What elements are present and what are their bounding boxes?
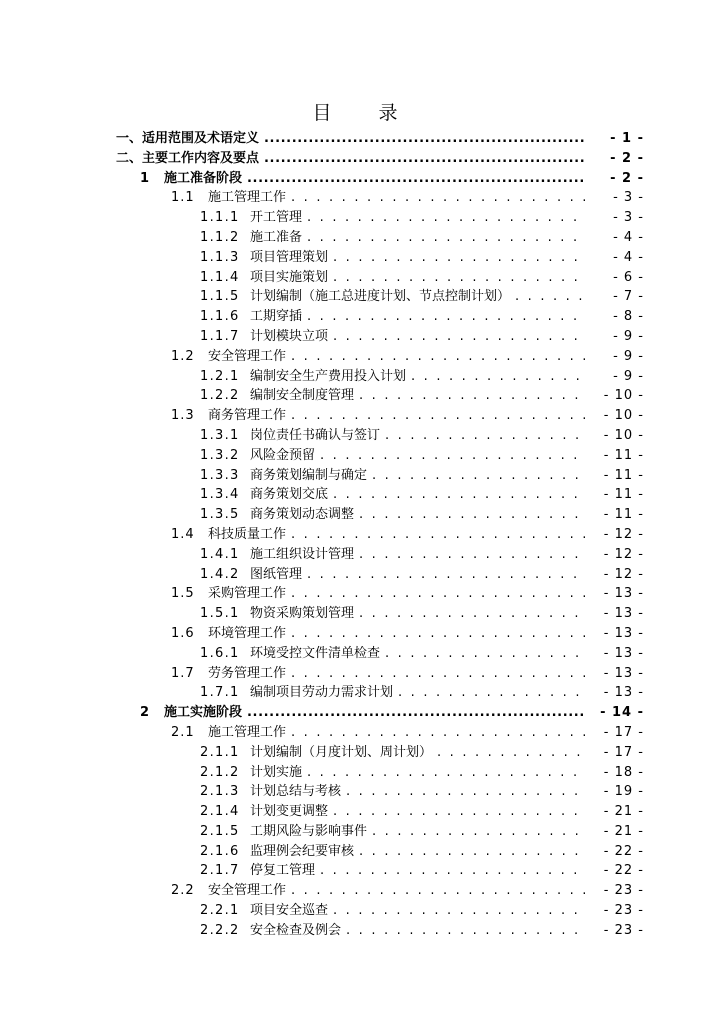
toc-dot-leader xyxy=(291,584,586,604)
toc-entry-title: 项目管理策划 xyxy=(250,249,329,265)
toc-dot-leader xyxy=(346,921,586,941)
toc-entry-page: - 12 - xyxy=(603,566,644,582)
toc-entry-number: 2 xyxy=(140,705,150,721)
toc-entry-page: - 1 - xyxy=(610,131,644,146)
toc-entry-page: - 11 - xyxy=(603,507,644,523)
toc-entry-title: 商务管理工作 xyxy=(208,408,287,424)
toc-entry-number: 1.3.3 xyxy=(200,467,240,483)
toc-entry[interactable] xyxy=(0,347,724,367)
toc-dot-leader xyxy=(437,743,586,763)
toc-dot-leader xyxy=(333,901,586,921)
toc-entry-title: 项目安全巡查 xyxy=(250,903,329,919)
toc-entry-title: 图纸管理 xyxy=(250,566,303,582)
toc-entry-title: 商务策划编制与确定 xyxy=(250,467,368,483)
toc-entry-title: 工期穿插 xyxy=(250,309,303,325)
toc-dot-leader xyxy=(333,268,586,288)
toc-entry-title: 计划总结与考核 xyxy=(250,784,342,800)
toc-entry-page: - 13 - xyxy=(603,625,644,641)
toc-entry-title: 劳务管理工作 xyxy=(208,665,287,681)
toc-entry-page: - 11 - xyxy=(603,487,644,503)
toc-entry-number: 2.1.7 xyxy=(200,863,240,879)
toc-dot-leader xyxy=(359,545,586,565)
toc-entry-title: 编制安全制度管理 xyxy=(250,388,355,404)
toc-entry-page: - 23 - xyxy=(603,883,644,899)
toc-entry-number: 2.2 xyxy=(171,883,195,899)
toc-entry-title: 计划实施 xyxy=(250,764,303,780)
toc-entry-number: 1.3.2 xyxy=(200,447,240,463)
toc-entry-number: 1.4.1 xyxy=(200,546,240,562)
toc-dot-leader xyxy=(264,149,586,169)
toc-dot-leader xyxy=(247,703,586,723)
toc-entry-number: 1.1.6 xyxy=(200,309,240,325)
toc-entry[interactable] xyxy=(0,525,724,545)
toc-entry[interactable] xyxy=(0,683,724,703)
toc-entry-title: 安全检查及例会 xyxy=(250,922,342,938)
toc-dot-leader xyxy=(320,861,586,881)
toc-dot-leader xyxy=(359,505,586,525)
toc-dot-leader xyxy=(398,683,586,703)
toc-entry-number: 1.1.7 xyxy=(200,328,240,344)
toc-entry-number: 1.4 xyxy=(171,526,195,542)
toc-entry[interactable] xyxy=(0,248,724,268)
toc-entry[interactable] xyxy=(0,406,724,426)
toc-dot-leader xyxy=(291,624,586,644)
toc-entry-title: 计划变更调整 xyxy=(250,804,329,820)
toc-dot-leader xyxy=(291,406,586,426)
toc-entry-title: 施工实施阶段 xyxy=(164,705,243,721)
toc-entry-title: 施工管理工作 xyxy=(208,190,287,206)
toc-entry[interactable] xyxy=(0,822,724,842)
toc-dot-leader xyxy=(307,228,586,248)
toc-entry-number: 1.1.2 xyxy=(200,229,240,245)
toc-entry-number: 1 xyxy=(140,170,150,186)
toc-entry-page: - 23 - xyxy=(603,903,644,919)
toc-entry[interactable] xyxy=(0,188,724,208)
toc-entry-page: - 9 - xyxy=(613,328,644,344)
toc-entry-title: 环境管理工作 xyxy=(208,625,287,641)
toc-entry-number: 2.1.5 xyxy=(200,823,240,839)
toc-entry-title: 编制项目劳动力需求计划 xyxy=(250,685,394,701)
toc-entry-title: 岗位责任书确认与签订 xyxy=(250,427,381,443)
toc-dot-leader xyxy=(307,208,586,228)
toc-entry-page: - 13 - xyxy=(603,645,644,661)
toc-entry-number: 2.2.1 xyxy=(200,903,240,919)
toc-entry-page: - 23 - xyxy=(603,922,644,938)
toc-entry-number: 1.3 xyxy=(171,408,195,424)
toc-entry-page: - 2 - xyxy=(610,170,644,186)
toc-entry-title: 工期风险与影响事件 xyxy=(250,823,368,839)
toc-entry[interactable] xyxy=(0,287,724,307)
toc-entry-page: - 4 - xyxy=(613,249,644,265)
toc-entry-page: - 10 - xyxy=(603,408,644,424)
toc-entry-number: 1.6.1 xyxy=(200,645,240,661)
toc-entry[interactable] xyxy=(0,129,724,149)
toc-entry-number: 1.5.1 xyxy=(200,606,240,622)
toc-dot-leader xyxy=(333,327,586,347)
toc-entry-page: - 9 - xyxy=(613,368,644,384)
toc-entry[interactable] xyxy=(0,842,724,862)
toc-dot-leader xyxy=(333,248,586,268)
toc-entry-number: 1.2.1 xyxy=(200,368,240,384)
toc-entry-number: 2.1.6 xyxy=(200,843,240,859)
toc-entry-page: - 18 - xyxy=(603,764,644,780)
toc-entry-title: 监理例会纪要审核 xyxy=(250,843,355,859)
toc-dot-leader xyxy=(291,347,586,367)
toc-entry-title: 施工准备 xyxy=(250,229,303,245)
toc-entry-title: 采购管理工作 xyxy=(208,586,287,602)
toc-dot-leader xyxy=(333,802,586,822)
toc-entry-title: 计划模块立项 xyxy=(250,328,329,344)
toc-entry-number: 1.3.5 xyxy=(200,507,240,523)
toc-entry-title: 计划编制（施工总进度计划、节点控制计划） xyxy=(250,289,511,305)
toc-entry[interactable] xyxy=(0,584,724,604)
toc-entry-number: 2.1.1 xyxy=(200,744,240,760)
toc-entry-number: 1.2 xyxy=(171,348,195,364)
toc-entry-number: 1.3.1 xyxy=(200,427,240,443)
toc-entry-title: 施工管理工作 xyxy=(208,724,287,740)
toc-entry[interactable] xyxy=(0,624,724,644)
toc-entry[interactable] xyxy=(0,149,724,169)
toc-entry-number: 2.1.2 xyxy=(200,764,240,780)
toc-entry-page: - 19 - xyxy=(603,784,644,800)
toc-entry[interactable] xyxy=(0,703,724,723)
toc-entry-title: 二、主要工作内容及要点 xyxy=(116,150,260,166)
toc-entry-page: - 10 - xyxy=(603,388,644,404)
toc-entry-title: 商务策划动态调整 xyxy=(250,507,355,523)
toc-dot-leader xyxy=(307,763,586,783)
page-title: 目 录 xyxy=(312,102,412,124)
toc-dot-leader xyxy=(346,782,586,802)
toc-entry-page: - 21 - xyxy=(603,823,644,839)
toc-entry-number: 2.1.3 xyxy=(200,784,240,800)
toc-dot-leader xyxy=(333,485,586,505)
toc-entry-title: 安全管理工作 xyxy=(208,348,287,364)
toc-entry[interactable] xyxy=(0,604,724,624)
toc-entry-number: 1.1.4 xyxy=(200,269,240,285)
toc-entry[interactable] xyxy=(0,466,724,486)
toc-entry[interactable] xyxy=(0,327,724,347)
toc-dot-leader xyxy=(411,367,586,387)
toc-entry-title: 安全管理工作 xyxy=(208,883,287,899)
toc-entry-number: 1.5 xyxy=(171,586,195,602)
toc-entry-page: - 22 - xyxy=(603,863,644,879)
toc-entry-title: 施工准备阶段 xyxy=(164,170,243,186)
toc-entry[interactable] xyxy=(0,426,724,446)
toc-entry-page: - 13 - xyxy=(603,665,644,681)
toc-dot-leader xyxy=(372,822,586,842)
toc-entry[interactable] xyxy=(0,485,724,505)
toc-entry-title: 开工管理 xyxy=(250,210,303,226)
toc-dot-leader xyxy=(291,664,586,684)
toc-dot-leader xyxy=(247,169,586,189)
toc-entry-page: - 13 - xyxy=(603,586,644,602)
toc-entry-title: 计划编制（月度计划、周计划） xyxy=(250,744,433,760)
toc-entry-number: 1.6 xyxy=(171,625,195,641)
toc-entry-number: 2.1.4 xyxy=(200,804,240,820)
toc-entry[interactable] xyxy=(0,861,724,881)
toc-dot-leader xyxy=(264,129,586,149)
toc-entry[interactable] xyxy=(0,802,724,822)
toc-dot-leader xyxy=(359,386,586,406)
toc-dot-leader xyxy=(385,644,586,664)
toc-entry[interactable] xyxy=(0,901,724,921)
toc-entry-number: 1.1 xyxy=(171,190,195,206)
toc-entry-page: - 3 - xyxy=(613,190,644,206)
toc-entry[interactable] xyxy=(0,565,724,585)
toc-entry-number: 1.7 xyxy=(171,665,195,681)
toc-entry-page: - 13 - xyxy=(603,606,644,622)
toc-entry[interactable] xyxy=(0,664,724,684)
toc-entry-number: 1.1.5 xyxy=(200,289,240,305)
toc-entry-number: 1.2.2 xyxy=(200,388,240,404)
toc-entry-title: 项目实施策划 xyxy=(250,269,329,285)
toc-entry[interactable] xyxy=(0,763,724,783)
toc-entry-page: - 12 - xyxy=(603,546,644,562)
toc-entry-page: - 13 - xyxy=(603,685,644,701)
toc-entry-page: - 11 - xyxy=(603,447,644,463)
toc-dot-leader xyxy=(291,525,586,545)
table-of-contents xyxy=(0,129,724,941)
toc-entry[interactable] xyxy=(0,386,724,406)
toc-dot-leader xyxy=(307,565,586,585)
toc-entry[interactable] xyxy=(0,921,724,941)
toc-entry-page: - 21 - xyxy=(603,804,644,820)
toc-entry-title: 施工组织设计管理 xyxy=(250,546,355,562)
toc-entry[interactable] xyxy=(0,268,724,288)
toc-entry[interactable] xyxy=(0,367,724,387)
toc-entry[interactable] xyxy=(0,228,724,248)
toc-entry-title: 科技质量工作 xyxy=(208,526,287,542)
toc-entry[interactable] xyxy=(0,743,724,763)
toc-entry[interactable] xyxy=(0,169,724,189)
toc-entry-title: 风险金预留 xyxy=(250,447,316,463)
toc-dot-leader xyxy=(385,426,586,446)
toc-entry-title: 停复工管理 xyxy=(250,863,316,879)
toc-entry-page: - 2 - xyxy=(610,150,644,166)
toc-entry-page: - 17 - xyxy=(603,724,644,740)
toc-entry-page: - 11 - xyxy=(603,467,644,483)
toc-dot-leader xyxy=(291,723,586,743)
toc-entry-page: - 22 - xyxy=(603,843,644,859)
toc-entry[interactable] xyxy=(0,723,724,743)
toc-dot-leader xyxy=(291,881,586,901)
toc-entry-title: 物资采购策划管理 xyxy=(250,606,355,622)
toc-entry-page: - 7 - xyxy=(613,289,644,305)
toc-entry-page: - 14 - xyxy=(600,705,644,721)
toc-entry-number: 1.1.3 xyxy=(200,249,240,265)
toc-entry[interactable] xyxy=(0,446,724,466)
toc-dot-leader xyxy=(320,446,586,466)
toc-entry[interactable] xyxy=(0,307,724,327)
toc-entry-number: 2.1 xyxy=(171,724,195,740)
toc-entry-number: 2.2.2 xyxy=(200,922,240,938)
toc-entry-title: 环境受控文件清单检查 xyxy=(250,645,381,661)
toc-entry-page: - 8 - xyxy=(613,309,644,325)
toc-entry-page: - 17 - xyxy=(603,744,644,760)
toc-entry-page: - 10 - xyxy=(603,427,644,443)
toc-dot-leader xyxy=(307,307,586,327)
toc-entry-page: - 4 - xyxy=(613,229,644,245)
toc-entry-number: 1.7.1 xyxy=(200,685,240,701)
toc-entry[interactable] xyxy=(0,782,724,802)
toc-entry-number: 1.3.4 xyxy=(200,487,240,503)
toc-dot-leader xyxy=(515,287,586,307)
toc-dot-leader xyxy=(372,466,586,486)
toc-dot-leader xyxy=(359,604,586,624)
toc-entry-number: 1.1.1 xyxy=(200,210,240,226)
toc-entry-page: - 6 - xyxy=(613,269,644,285)
toc-entry-page: - 3 - xyxy=(613,210,644,226)
toc-entry[interactable] xyxy=(0,881,724,901)
toc-entry-page: - 12 - xyxy=(603,526,644,542)
toc-entry-page: - 9 - xyxy=(613,348,644,364)
toc-dot-leader xyxy=(291,188,586,208)
toc-entry[interactable] xyxy=(0,644,724,664)
toc-entry[interactable] xyxy=(0,505,724,525)
toc-dot-leader xyxy=(359,842,586,862)
toc-entry[interactable] xyxy=(0,208,724,228)
toc-entry-title: 商务策划交底 xyxy=(250,487,329,503)
toc-entry[interactable] xyxy=(0,545,724,565)
toc-entry-title: 编制安全生产费用投入计划 xyxy=(250,368,407,384)
toc-entry-title: 一、适用范围及术语定义 xyxy=(116,131,260,146)
toc-entry-number: 1.4.2 xyxy=(200,566,240,582)
